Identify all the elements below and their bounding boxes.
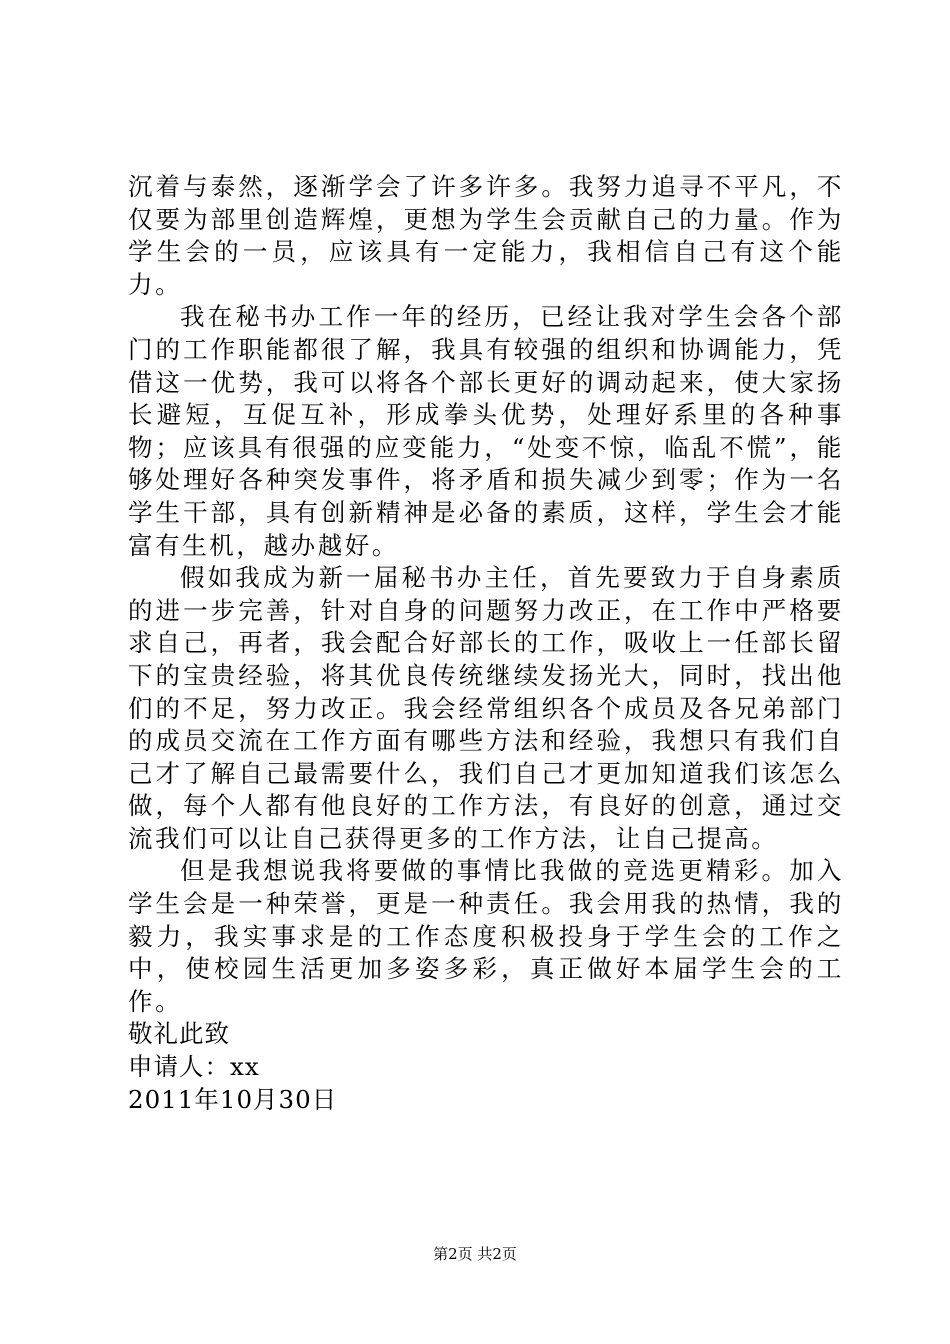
letter-date: 2011年10月30日 <box>128 1084 338 1114</box>
page-number-footer: 第2页 共2页 <box>433 1245 517 1263</box>
applicant-signature: 申请人：xx <box>128 1052 260 1082</box>
paragraph-conclusion: 但是我想说我将要做的事情比我做的竞选更精彩。加入学生会是一种荣誉，更是一种责任。我会用我的热情，我的毅力，我实事求是的工作态度积极投身于学生会的工作之中，使校园生活更加多姿多彩，真正做好本届学生会的工作。 <box>128 856 844 1016</box>
paragraph-plan: 假如我成为新一届秘书办主任，首先要致力于自身素质的进一步完善，针对自身的问题努力改正，在工作中严格要求自己，再者，我会配合好部长的工作，吸收上一任部长留下的宝贵经验，将其优良传统继续发扬光大，同时，找出他们的不足，努力改正。我会经常组织各个成员及各兄弟部门的成员交流在工作方面有哪些方法和经验，我想只有我们自己才了解自己最需要什么，我们自己才更加知道我们该怎么做，每个人都有他良好的工作方法，有良好的创意，通过交流我们可以让自己获得更多的工作方法，让自己提高。 <box>128 563 844 853</box>
document-body <box>128 171 844 1116</box>
closing-salutation: 敬礼此致 <box>128 1019 230 1049</box>
paragraph-continuation: 沉着与泰然，逐渐学会了许多许多。我努力追寻不平凡，不仅要为部里创造辉煌，更想为学生会贡献自己的力量。作为学生会的一员，应该具有一定能力，我相信自己有这个能力。 <box>128 172 844 299</box>
paragraph-experience: 我在秘书办工作一年的经历，已经让我对学生会各个部门的工作职能都很了解，我具有较强的组织和协调能力，凭借这一优势，我可以将各个部长更好的调动起来，使大家扬长避短，互促互补，形成拳头优势，处理好系里的各种事物；应该具有很强的应变能力，“处变不惊，临乱不慌”，能够处理好各种突发事件，将矛盾和损失减少到零；作为一名学生干部，具有创新精神是必备的素质，这样，学生会才能富有生机，越办越好。 <box>128 302 844 560</box>
